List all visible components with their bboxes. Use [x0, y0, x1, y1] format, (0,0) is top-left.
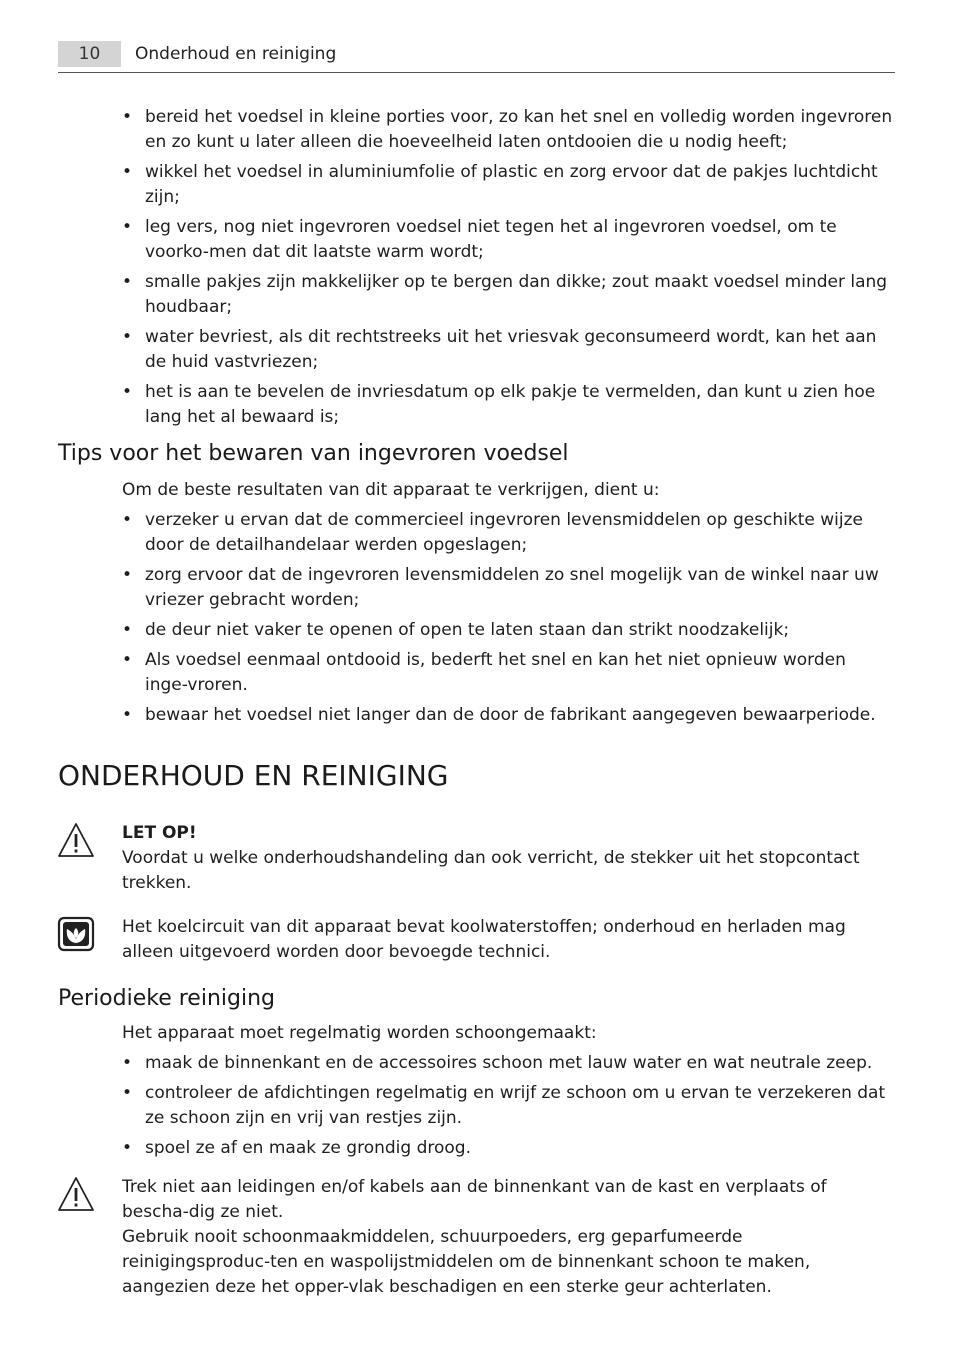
- environment-icon: [57, 916, 95, 952]
- section-heading-tips: Tips voor het bewaren van ingevroren voedsel: [58, 441, 569, 466]
- bullet: •: [122, 510, 133, 530]
- environment-note: Het koelcircuit van dit apparaat bevat koolwaterstoffen; onderhoud en herladen mag alleen uitgevoerd worden door bevoegde technici.: [122, 917, 846, 962]
- bullet: •: [122, 1138, 133, 1158]
- list-item: • controleer de afdichtingen regelmatig en wrijf ze schoon om u ervan te verzekeren dat ze schoon zijn en vrij van restjes zijn.: [122, 1083, 886, 1128]
- bullet: •: [122, 650, 133, 670]
- list-item: • spoel ze af en maak ze grondig droog.: [122, 1136, 894, 1161]
- list-item: • zorg ervoor dat de ingevroren levensmiddelen zo snel mogelijk van de winkel naar uw vriezer gebracht worden;: [122, 565, 879, 610]
- list-item: • leg vers, nog niet ingevroren voedsel niet tegen het al ingevroren voedsel, om te voorko-men dat dit laatste warm wordt;: [122, 217, 837, 262]
- warning-triangle-icon: [57, 1176, 95, 1212]
- cleaning-agent-warning: Gebruik nooit schoonmaakmiddelen, schuurpoeders, erg geparfumeerde reinigingsproduc-ten en waspolijstmiddelen om de binnenkant schoon te maken, aangezien deze het opper-vlak beschadigen en een sterke geur achterlaten.: [122, 1227, 811, 1297]
- list-item: • smalle pakjes zijn makkelijker op te bergen dan dikke; zout maakt voedsel minder lang houdbaar;: [122, 272, 888, 317]
- warning-triangle-icon: [57, 822, 95, 858]
- cleaning-list: [122, 1051, 894, 1161]
- list-item: • Als voedsel eenmaal ontdooid is, bederft het snel en kan het niet opnieuw worden inge-vroren.: [122, 650, 846, 695]
- list-item: • maak de binnenkant en de accessoires schoon met lauw water en wat neutrale zeep.: [122, 1051, 894, 1076]
- cable-warning: Trek niet aan leidingen en/of kabels aan de binnenkant van de kast en verplaats of bescha-dig ze niet.: [122, 1177, 827, 1222]
- bullet: •: [122, 162, 133, 182]
- tips-intro: Om de beste resultaten van dit apparaat te verkrijgen, dient u:: [122, 480, 660, 500]
- bullet: •: [122, 107, 133, 127]
- bullet: •: [122, 382, 133, 402]
- list-item: • wikkel het voedsel in aluminiumfolie of plastic en zorg ervoor dat de pakjes luchtdicht zijn;: [122, 162, 878, 207]
- header-title: Onderhoud en reiniging: [135, 44, 337, 64]
- bullet: •: [122, 565, 133, 585]
- page-title: ONDERHOUD EN REINIGING: [58, 759, 449, 792]
- bullet: •: [122, 705, 133, 725]
- list-item: • de deur niet vaker te openen of open te laten staan dan strikt noodzakelijk;: [122, 618, 894, 643]
- bullet: •: [122, 327, 133, 347]
- bullet: •: [122, 272, 133, 292]
- bullet: •: [122, 1053, 133, 1073]
- cleaning-intro: Het apparaat moet regelmatig worden schoongemaakt:: [122, 1023, 597, 1043]
- list-item: • bereid het voedsel in kleine porties voor, zo kan het snel en volledig worden ingevroren en zo kunt u later alleen die hoeveelheid laten ontdooien die u nodig heeft;: [122, 107, 893, 152]
- list-item: • bewaar het voedsel niet langer dan de door de fabrikant aangegeven bewaarperiode.: [122, 703, 894, 728]
- list-item: • verzeker u ervan dat de commercieel ingevroren levensmiddelen op geschikte wijze door de detailhandelaar werden opgeslagen;: [122, 510, 864, 555]
- freezing-tips-list: [122, 105, 894, 430]
- warning-text: Voordat u welke onderhoudshandeling dan ook verricht, de stekker uit het stopcontact trekken.: [122, 848, 860, 893]
- section-heading-cleaning: Periodieke reiniging: [58, 986, 275, 1011]
- bullet: •: [122, 1083, 133, 1103]
- list-item: • water bevriest, als dit rechtstreeks uit het vriesvak geconsumeerd wordt, kan het aan de huid vastvriezen;: [122, 327, 877, 372]
- bullet: •: [122, 620, 133, 640]
- bullet: •: [122, 217, 133, 237]
- warning-title: LET OP!: [122, 823, 197, 843]
- page-header: [58, 38, 895, 73]
- page-number: 10: [58, 41, 121, 67]
- list-item: • het is aan te bevelen de invriesdatum op elk pakje te vermelden, dan kunt u zien hoe lang het al bewaard is;: [122, 382, 876, 427]
- storage-tips-list: [122, 508, 894, 728]
